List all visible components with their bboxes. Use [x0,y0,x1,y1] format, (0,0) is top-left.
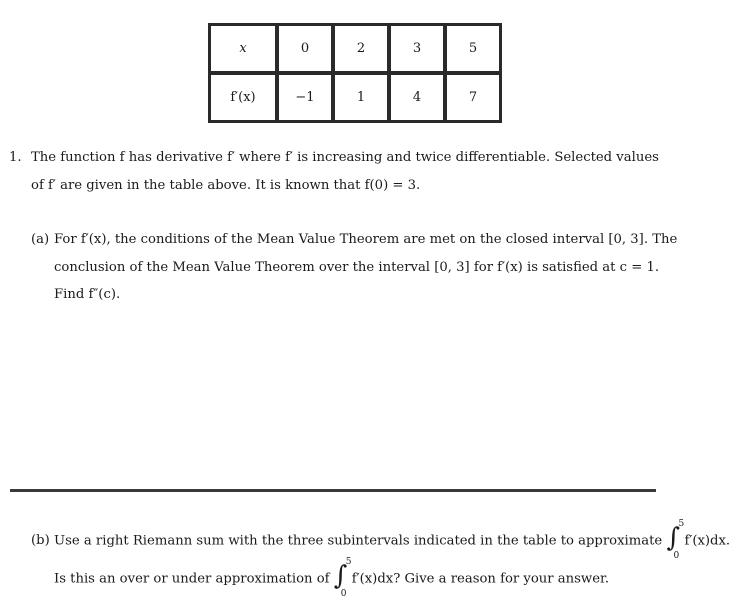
part-b-label: (b) [31,533,50,548]
integrand-1: f′(x)dx. [684,533,730,549]
integral-lower-bound: 0 [673,551,680,561]
part-b-line-2-suffix: Give a reason for your answer. [404,571,610,587]
part-a-line-1: For f′(x), the conditions of the Mean Value Theorem are met on the closed interval [0, 3]. The [54,232,678,247]
table-header-fprime: f′(x) [210,74,278,121]
integral-symbol-1 [666,519,685,561]
part-b-line-2-prefix: Is this an over or under approximation of [54,571,330,587]
table-cell-fprime-0: −1 [278,74,334,121]
part-b-line-1-text: Use a right Riemann sum with the three subintervals indicated in the table to approximate [54,533,663,549]
table-cell-x-0: 0 [278,25,334,74]
integral-sign: ∫ [666,523,680,553]
integral-upper-bound: 5 [678,519,685,529]
part-a-line-3: Find f″(c). [54,287,121,302]
integral-symbol-2 [333,557,352,599]
integral-upper-bound: 5 [345,557,352,567]
part-a-label: (a) [31,232,50,247]
values-table [208,23,502,123]
problem-number: 1. [9,150,22,165]
table-cell-x-3: 5 [446,25,500,74]
part-b-line-1 [54,519,730,561]
part-a-line-2: conclusion of the Mean Value Theorem over the interval [0, 3] for f′(x) is satisfied at c = 1. [54,260,660,275]
table-cell-fprime-1: 1 [334,74,390,121]
section-divider [10,489,656,492]
integral-lower-bound: 0 [340,589,347,599]
problem-text-line-1: The function f has derivative f′ where f′ is increasing and twice differentiable. Selected values [31,150,659,165]
table-cell-x-2: 3 [390,25,446,74]
table-cell-fprime-3: 7 [446,74,500,121]
table-cell-fprime-2: 4 [390,74,446,121]
problem-text-line-2: of f′ are given in the table above. It is known that f(0) = 3. [31,178,421,193]
part-b-line-2 [54,557,610,599]
table-header-x: x [210,25,278,74]
integral-sign: ∫ [333,561,348,591]
integrand-2: f′(x)dx? [351,571,401,587]
table-row-fprime [210,74,500,121]
table-cell-x-1: 2 [334,25,390,74]
table-row-x [210,25,500,74]
